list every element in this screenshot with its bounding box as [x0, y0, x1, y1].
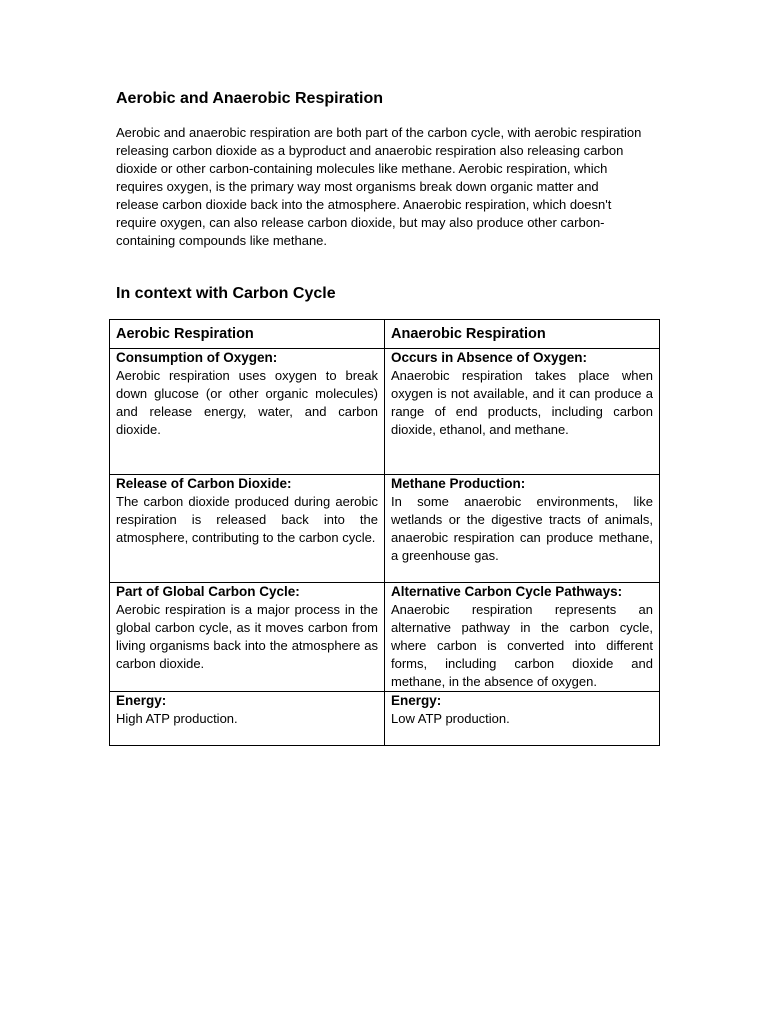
cell-text: High ATP production.	[116, 711, 238, 726]
anaerobic-cell	[385, 475, 660, 583]
document-title: Aerobic and Anaerobic Respiration	[116, 90, 384, 107]
header-aerobic: Aerobic Respiration	[110, 320, 385, 349]
table-row	[110, 475, 660, 583]
cell-text: Low ATP production.	[391, 711, 510, 726]
cell-text: The carbon dioxide produced during aerobic respiration is released back into the atmosphere, contributing to the carbon cycle.	[116, 494, 378, 545]
table-row	[110, 583, 660, 692]
cell-title: Alternative Carbon Cycle Pathways:	[391, 584, 623, 599]
cell-title: Release of Carbon Dioxide:	[116, 476, 292, 491]
section-subheading: In context with Carbon Cycle	[116, 285, 336, 302]
aerobic-cell	[110, 349, 385, 475]
anaerobic-cell	[385, 583, 660, 692]
cell-title: Energy:	[116, 693, 167, 708]
intro-paragraph: Aerobic and anaerobic respiration are both part of the carbon cycle, with aerobic respiration releasing carbon dioxide as a byproduct and anaerobic respiration also releasing carbon dioxide or other carbon-containing molecules like methane. Aerobic respiration, which requires oxygen, is the primary way most organisms break down organic matter and release carbon dioxide back into the atmosphere. Anaerobic respiration, which doesn't require oxygen, can also release carbon dioxide, but may also produce other carbon-containing compounds like methane.	[116, 125, 642, 248]
cell-title: Methane Production:	[391, 476, 526, 491]
cell-title: Part of Global Carbon Cycle:	[116, 584, 300, 599]
aerobic-cell	[110, 692, 385, 746]
comparison-table	[109, 319, 660, 746]
header-anaerobic: Anaerobic Respiration	[385, 320, 660, 349]
cell-text: Aerobic respiration uses oxygen to break down glucose (or other organic molecules) and release energy, water, and carbon dioxide.	[116, 368, 378, 437]
cell-text: Aerobic respiration is a major process in the global carbon cycle, as it moves carbon from living organisms back into the atmosphere as carbon dioxide.	[116, 602, 378, 671]
cell-text: Anaerobic respiration takes place when oxygen is not available, and it can produce a range of end products, including carbon dioxide, ethanol, and methane.	[391, 368, 653, 437]
cell-text: Anaerobic respiration represents an alternative pathway in the carbon cycle, where carbon is converted into different forms, including carbon dioxide and methane, in the absence of oxygen.	[391, 602, 653, 689]
anaerobic-cell	[385, 692, 660, 746]
anaerobic-cell	[385, 349, 660, 475]
table-row	[110, 349, 660, 475]
table-row	[110, 692, 660, 746]
document-body	[116, 88, 656, 250]
cell-title: Energy:	[391, 693, 442, 708]
aerobic-cell	[110, 475, 385, 583]
cell-text: In some anaerobic environments, like wetlands or the digestive tracts of animals, anaerobic respiration can produce methane, a greenhouse gas.	[391, 494, 653, 563]
cell-title: Consumption of Oxygen:	[116, 350, 278, 365]
aerobic-cell	[110, 583, 385, 692]
table-header-row	[110, 320, 660, 349]
cell-title: Occurs in Absence of Oxygen:	[391, 350, 588, 365]
